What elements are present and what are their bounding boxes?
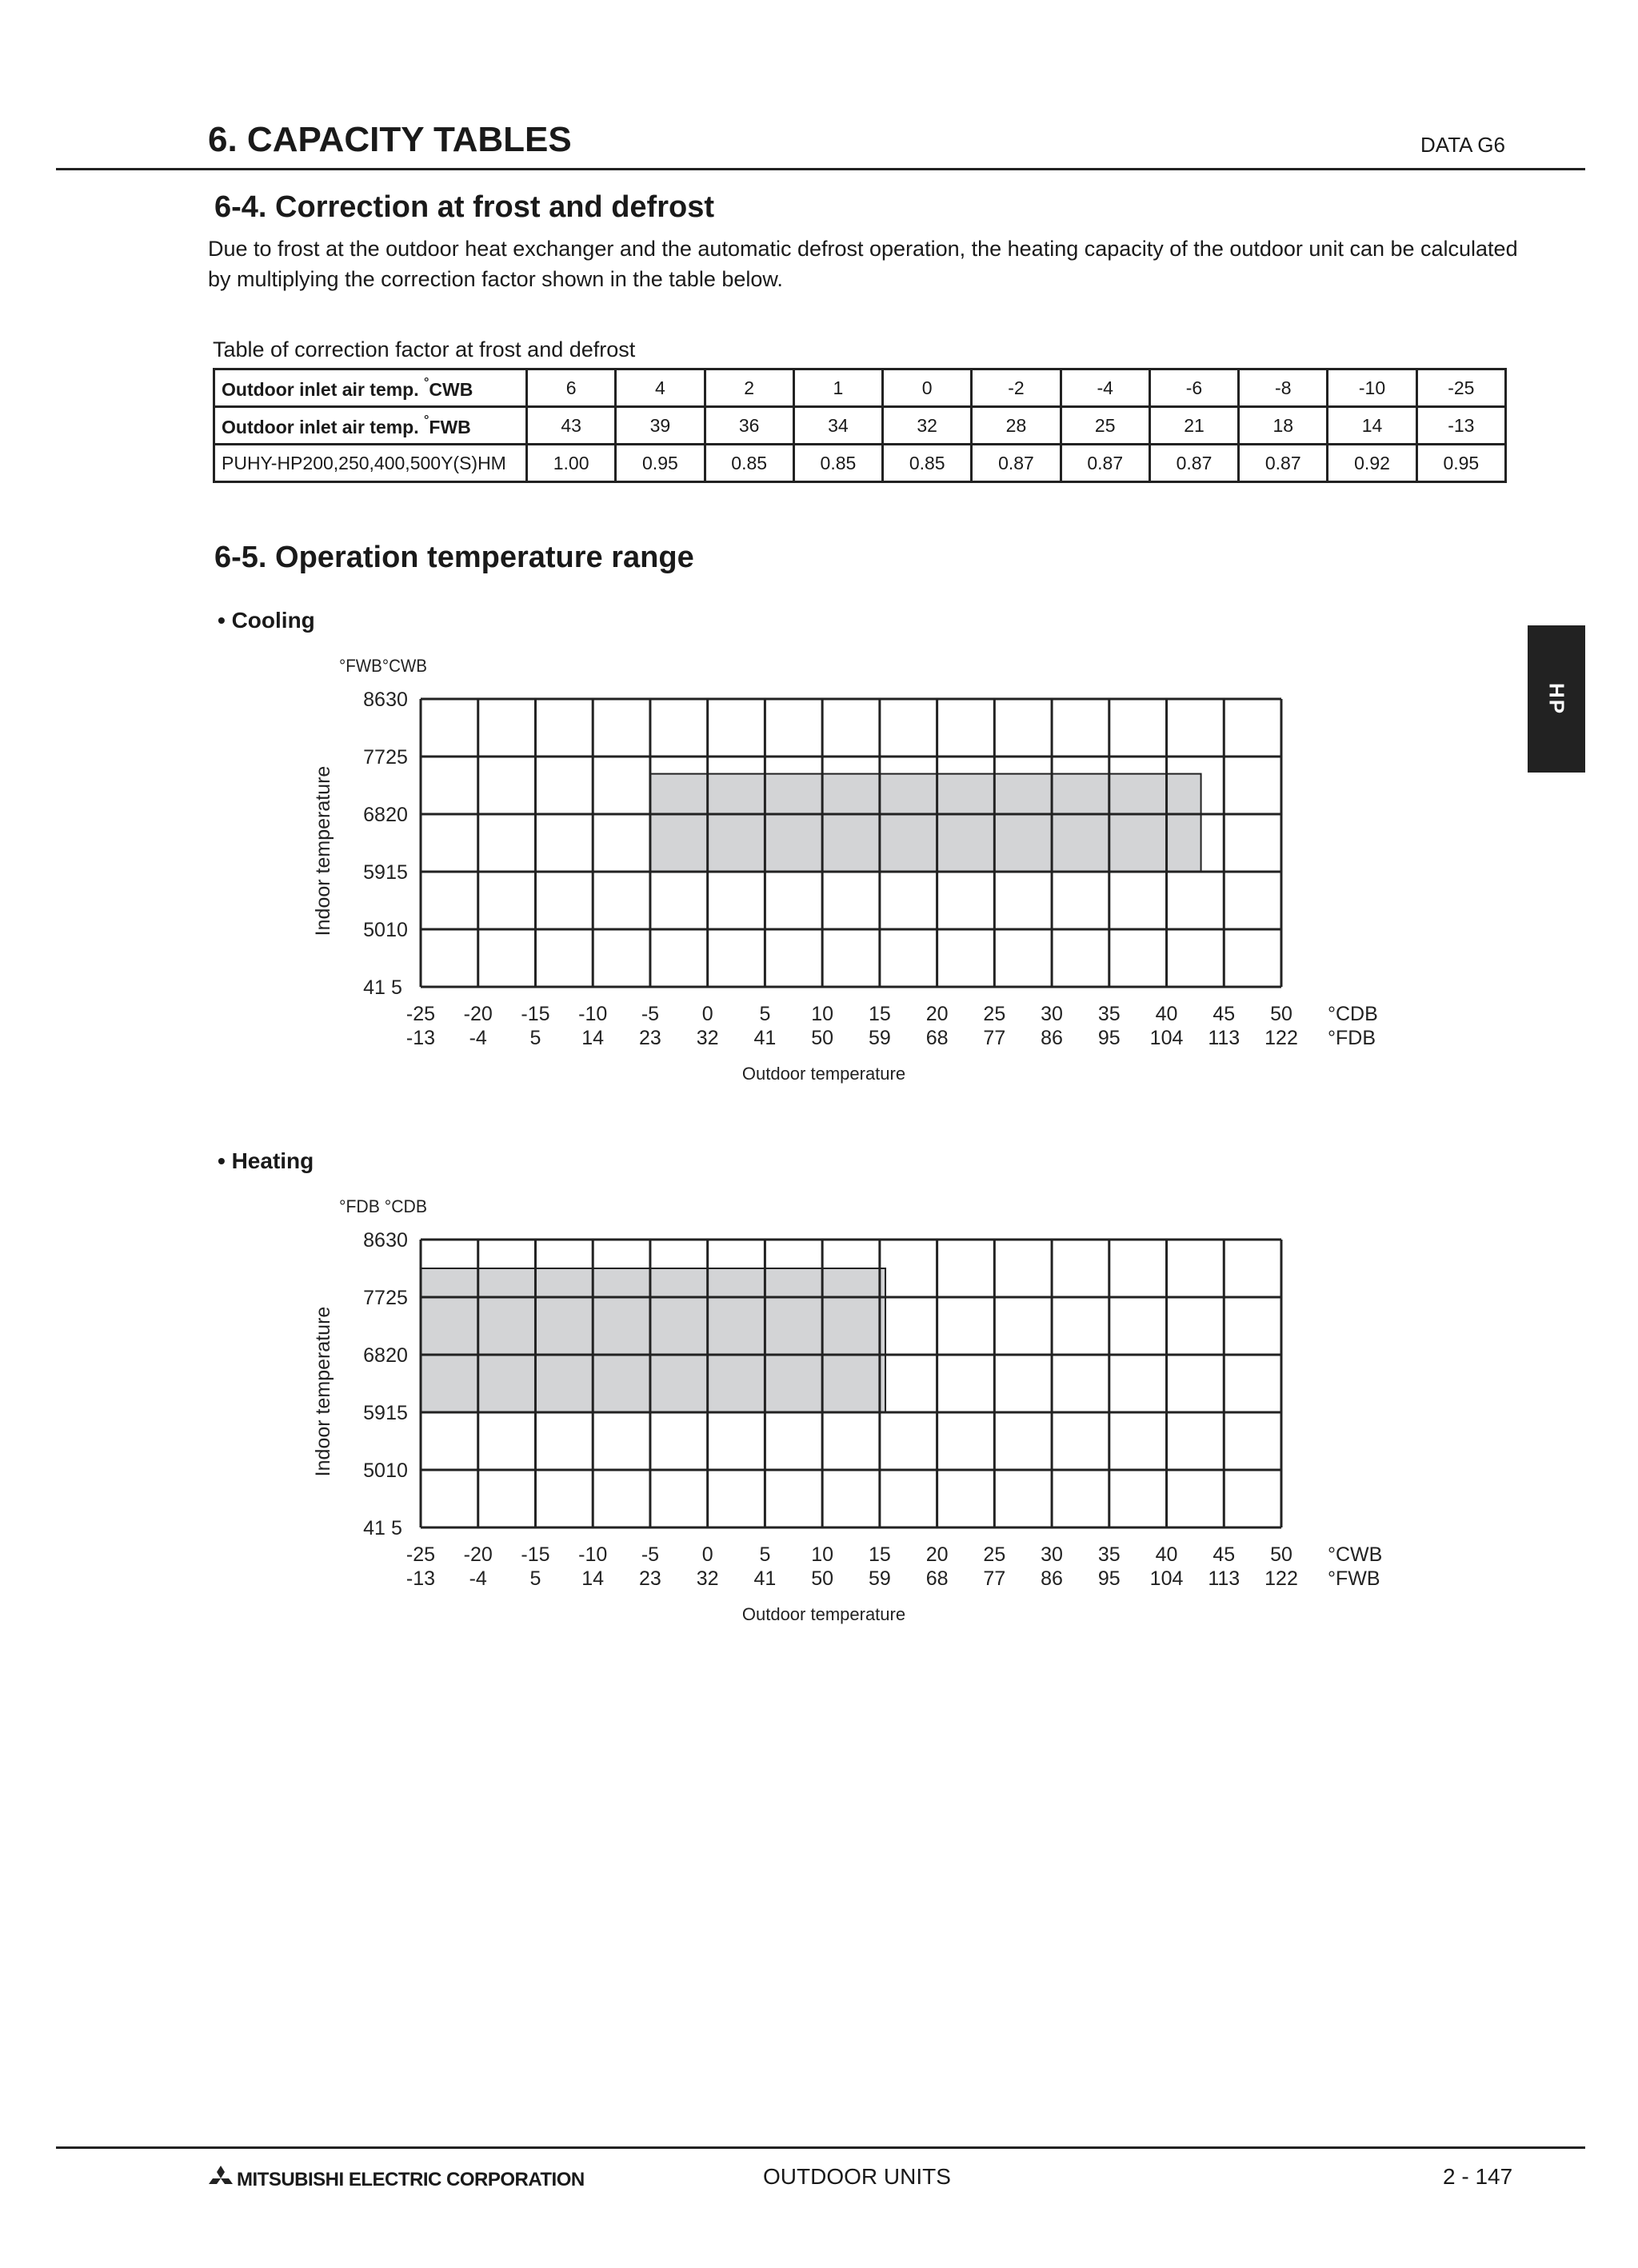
x-tick-label-f: 5: [529, 1027, 541, 1049]
x-tick-label-f: 5: [529, 1567, 541, 1590]
x-tick-label-f: -13: [406, 1567, 436, 1590]
y-tick-label-c: 30: [386, 689, 408, 711]
y-tick-label-f: 50: [363, 919, 386, 941]
table-row-cwb: [214, 369, 1506, 407]
y-tick-label-f: 86: [363, 689, 386, 711]
x-tick-label-f: 59: [868, 1567, 891, 1590]
x-tick-label-c: -20: [463, 1543, 493, 1566]
x-tick-label-f: -4: [469, 1027, 487, 1049]
mitsubishi-logo: [208, 2166, 585, 2194]
cwb-cell: -10: [1328, 369, 1416, 407]
x-tick-label-f: 23: [639, 1567, 661, 1590]
cwb-cell: -25: [1416, 369, 1505, 407]
cwb-cell: 2: [705, 369, 793, 407]
cooling-label: • Cooling: [218, 608, 315, 633]
x-tick-label-c: 45: [1213, 1003, 1236, 1025]
x-tick-label-c: -15: [521, 1543, 550, 1566]
x-tick-label-c: 15: [868, 1543, 891, 1566]
x-tick-label-c: 30: [1041, 1003, 1063, 1025]
factor-cell: 0.95: [616, 445, 705, 482]
x-tick-label-c: 25: [983, 1543, 1006, 1566]
y-tick-label-f: 50: [363, 1459, 386, 1482]
x-tick-label-c: 50: [1270, 1543, 1292, 1566]
x-tick-label-f: 32: [696, 1567, 719, 1590]
table-caption: Table of correction factor at frost and defrost: [213, 337, 636, 361]
y-tick-label-c: 15: [386, 1402, 408, 1424]
x-tick-label-c: 35: [1097, 1543, 1121, 1566]
x-tick-label-f: 86: [1041, 1027, 1063, 1049]
operating-range-area: [421, 1268, 885, 1412]
x-tick-label-c: -25: [406, 1543, 436, 1566]
factor-cell: 0.87: [1061, 445, 1149, 482]
x-axis-title: Outdoor temperature: [741, 1604, 906, 1624]
x-tick-label-f: 122: [1264, 1567, 1298, 1590]
y-tick-label-f: 68: [363, 804, 386, 826]
x-tick-label-c: -15: [521, 1003, 550, 1025]
fwb-cell: 14: [1328, 407, 1416, 445]
x-unit-top: °CWB: [1328, 1543, 1383, 1566]
cwb-cell: 1: [793, 369, 882, 407]
operating-range-area: [650, 774, 1201, 872]
fwb-cell: 34: [793, 407, 882, 445]
y-units-label: °FDB °CDB: [339, 1196, 427, 1216]
cwb-cell: 6: [527, 369, 616, 407]
frost-section-heading: 6-4. Correction at frost and defrost: [214, 190, 714, 224]
x-tick-label-c: -25: [406, 1003, 436, 1025]
fwb-cell: 18: [1239, 407, 1328, 445]
y-tick-label-c: 5: [391, 976, 402, 999]
x-tick-label-c: 0: [701, 1003, 713, 1025]
x-tick-label-c: -10: [578, 1543, 608, 1566]
row-label-model: PUHY-HP200,250,400,500Y(S)HM: [214, 445, 527, 482]
x-tick-label-c: 20: [925, 1543, 949, 1566]
x-tick-label-f: 41: [753, 1027, 777, 1049]
factor-cell: 0.85: [793, 445, 882, 482]
x-tick-label-c: 40: [1155, 1003, 1178, 1025]
x-tick-label-c: 45: [1213, 1543, 1236, 1566]
factor-cell: 0.87: [1149, 445, 1238, 482]
x-tick-label-c: 5: [759, 1003, 771, 1025]
row-label-fwb: Outdoor inlet air temp. °FWB: [214, 407, 527, 445]
cwb-cell: -2: [972, 369, 1061, 407]
factor-cell: 0.85: [883, 445, 972, 482]
x-tick-label-f: 50: [811, 1567, 834, 1590]
x-tick-label-f: 104: [1149, 1567, 1184, 1590]
x-tick-label-f: -4: [469, 1567, 487, 1590]
fwb-cell: 28: [972, 407, 1061, 445]
y-axis-title: Indoor temperature: [312, 765, 334, 936]
x-tick-label-c: 0: [701, 1543, 713, 1566]
x-tick-label-f: 68: [925, 1027, 949, 1049]
section-title: 6. CAPACITY TABLES: [208, 120, 572, 159]
y-tick-label-c: 10: [386, 919, 408, 941]
cooling-range-chart: [304, 648, 1424, 1096]
x-tick-label-c: 25: [983, 1003, 1006, 1025]
x-tick-label-f: 95: [1097, 1567, 1121, 1590]
correction-factor-table: [213, 368, 1507, 483]
footer-section-name: OUTDOOR UNITS: [763, 2164, 951, 2189]
x-tick-label-c: -10: [578, 1003, 608, 1025]
y-tick-label-f: 77: [363, 1287, 386, 1309]
cwb-cell: -8: [1239, 369, 1328, 407]
factor-cell: 0.92: [1328, 445, 1416, 482]
company-name: MITSUBISHI ELECTRIC CORPORATION: [237, 2169, 585, 2190]
hp-side-tab: HP: [1528, 625, 1585, 773]
x-tick-label-f: 95: [1097, 1027, 1121, 1049]
y-tick-label-c: 20: [386, 804, 408, 826]
y-tick-label-f: 41: [363, 1517, 386, 1539]
x-tick-label-f: 113: [1208, 1567, 1240, 1590]
cwb-cell: -4: [1061, 369, 1149, 407]
frost-intro-paragraph: Due to frost at the outdoor heat exchanger and the automatic defrost operation, the heating capacity of the outdoor unit can be calculated by multiplying the correction factor shown in the table below.: [208, 237, 1518, 291]
x-tick-label-f: 113: [1208, 1027, 1240, 1049]
heating-label: • Heating: [218, 1148, 314, 1173]
x-tick-label-c: 40: [1155, 1543, 1178, 1566]
x-tick-label-c: -5: [641, 1543, 660, 1566]
page-number: 2 - 147: [1443, 2164, 1513, 2189]
fwb-cell: 25: [1061, 407, 1149, 445]
y-tick-label-f: 41: [363, 976, 386, 999]
y-tick-label-f: 86: [363, 1229, 386, 1252]
footer-rule: [56, 2146, 1585, 2149]
y-tick-label-f: 59: [363, 861, 386, 884]
cwb-cell: 0: [883, 369, 972, 407]
x-tick-label-c: 30: [1041, 1543, 1063, 1566]
x-tick-label-f: 104: [1149, 1027, 1184, 1049]
x-tick-label-f: 59: [868, 1027, 891, 1049]
x-tick-label-c: -5: [641, 1003, 660, 1025]
y-tick-label-f: 68: [363, 1344, 386, 1367]
fwb-cell: 39: [616, 407, 705, 445]
x-tick-label-c: 10: [811, 1003, 834, 1025]
fwb-cell: -13: [1416, 407, 1505, 445]
x-tick-label-c: 50: [1270, 1003, 1292, 1025]
y-tick-label-c: 25: [386, 1287, 408, 1309]
table-row-fwb: [214, 407, 1506, 445]
y-tick-label-c: 5: [391, 1517, 402, 1539]
x-unit-top: °CDB: [1328, 1003, 1378, 1025]
y-tick-label-c: 15: [386, 861, 408, 884]
x-tick-label-f: 86: [1041, 1567, 1063, 1590]
y-tick-label-c: 10: [386, 1459, 408, 1482]
factor-cell: 0.87: [972, 445, 1061, 482]
x-tick-label-f: 32: [696, 1027, 719, 1049]
x-axis-title: Outdoor temperature: [741, 1064, 906, 1084]
row-label-cwb: Outdoor inlet air temp. °CWB: [214, 369, 527, 407]
x-tick-label-c: 20: [925, 1003, 949, 1025]
factor-cell: 1.00: [527, 445, 616, 482]
y-tick-label-c: 30: [386, 1229, 408, 1252]
factor-cell: 0.95: [1416, 445, 1505, 482]
data-code: DATA G6: [1420, 133, 1505, 157]
y-tick-label-f: 59: [363, 1402, 386, 1424]
fwb-cell: 43: [527, 407, 616, 445]
cwb-cell: -6: [1149, 369, 1238, 407]
x-tick-label-f: 122: [1264, 1027, 1298, 1049]
x-tick-label-f: 50: [811, 1027, 834, 1049]
operation-range-heading: 6-5. Operation temperature range: [214, 541, 694, 574]
fwb-cell: 36: [705, 407, 793, 445]
x-unit-bottom: °FDB: [1328, 1027, 1376, 1049]
heating-range-chart: [304, 1188, 1424, 1636]
y-units-label: °FWB°CWB: [339, 656, 427, 676]
header-rule: [56, 168, 1585, 170]
x-tick-label-c: 15: [868, 1003, 891, 1025]
three-diamonds-icon: [208, 2166, 234, 2190]
y-tick-label-c: 20: [386, 1344, 408, 1367]
x-tick-label-f: 68: [925, 1567, 949, 1590]
fwb-cell: 32: [883, 407, 972, 445]
cwb-cell: 4: [616, 369, 705, 407]
x-tick-label-c: 35: [1097, 1003, 1121, 1025]
y-tick-label-c: 25: [386, 746, 408, 769]
x-tick-label-c: -20: [463, 1003, 493, 1025]
x-unit-bottom: °FWB: [1328, 1567, 1380, 1590]
x-tick-label-f: 14: [581, 1567, 605, 1590]
x-tick-label-f: 77: [983, 1027, 1006, 1049]
factor-cell: 0.87: [1239, 445, 1328, 482]
x-tick-label-f: 14: [581, 1027, 605, 1049]
y-tick-label-f: 77: [363, 746, 386, 769]
fwb-cell: 21: [1149, 407, 1238, 445]
table-row-factors: [214, 445, 1506, 482]
factor-cell: 0.85: [705, 445, 793, 482]
x-tick-label-f: 41: [753, 1567, 777, 1590]
x-tick-label-f: 77: [983, 1567, 1006, 1590]
x-tick-label-f: -13: [406, 1027, 436, 1049]
x-tick-label-c: 10: [811, 1543, 834, 1566]
x-tick-label-f: 23: [639, 1027, 661, 1049]
y-axis-title: Indoor temperature: [312, 1306, 334, 1477]
x-tick-label-c: 5: [759, 1543, 771, 1566]
